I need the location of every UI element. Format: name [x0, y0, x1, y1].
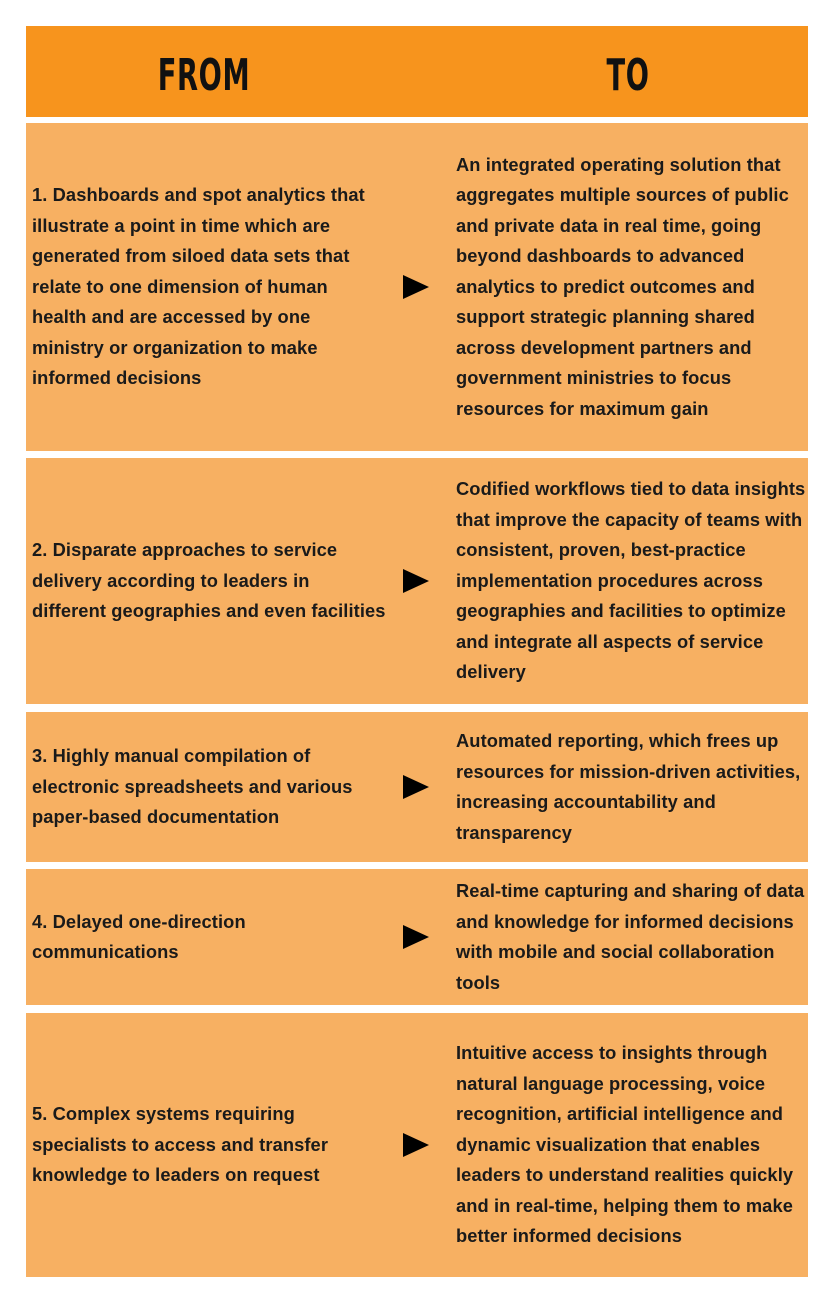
to-cell [456, 1013, 808, 1277]
from-cell [32, 123, 386, 451]
to-cell [456, 869, 808, 1005]
comparison-row-3 [26, 712, 808, 862]
from-text: 3. Highly manual compilation of electronic spreadsheets and various paper-based documentation [32, 745, 353, 828]
to-column-title: TO [606, 50, 650, 101]
from-cell [32, 712, 386, 862]
from-column-title: FROM [157, 50, 251, 101]
comparison-row-5 [26, 1013, 808, 1277]
from-cell [32, 1013, 386, 1277]
right-arrow-icon [403, 569, 429, 593]
comparison-row-1 [26, 123, 808, 451]
from-text: 5. Complex systems requiring specialists to access and transfer knowledge to leaders on request [32, 1103, 329, 1186]
right-arrow-icon [403, 1133, 429, 1157]
to-cell [456, 123, 808, 451]
to-text: Codified workflows tied to data insights that improve the capacity of teams with consistent, proven, best-practice implementation procedures across geographies and facilities to optimize and integrate all aspects of service delivery [456, 478, 806, 683]
from-text: 2. Disparate approaches to service delivery according to leaders in different geographies and even facilities [32, 539, 386, 622]
from-text: 4. Delayed one-direction communications [32, 910, 246, 962]
to-cell [456, 458, 808, 704]
to-text: Intuitive access to insights through natural language processing, voice recognition, artificial intelligence and dynamic visualization that enables leaders to understand realities quickly and in real-time, helping them to make better informed decisions [456, 1042, 794, 1247]
right-arrow-icon [403, 925, 429, 949]
to-text: An integrated operating solution that aggregates multiple sources of public and private data in real time, going beyond dashboards to advanced analytics to predict outcomes and support strategic planning shared across development partners and government ministries to focus resources for maximum gain [456, 153, 789, 419]
comparison-row-4 [26, 869, 808, 1005]
right-arrow-icon [403, 775, 429, 799]
table-header [26, 26, 808, 117]
to-text: Real-time capturing and sharing of data and knowledge for informed decisions with mobile and social collaboration tools [456, 880, 805, 993]
from-cell [32, 458, 386, 704]
from-text: 1. Dashboards and spot analytics that illustrate a point in time which are generated from siloed data sets that relate to one dimension of human health and are accessed by one ministry or organization to make informed decisions [32, 184, 365, 389]
to-cell [456, 712, 808, 862]
from-cell [32, 869, 386, 1005]
to-text: Automated reporting, which frees up resources for mission-driven activities, increasing accountability and transparency [456, 730, 801, 843]
right-arrow-icon [403, 275, 429, 299]
comparison-row-2 [26, 458, 808, 704]
